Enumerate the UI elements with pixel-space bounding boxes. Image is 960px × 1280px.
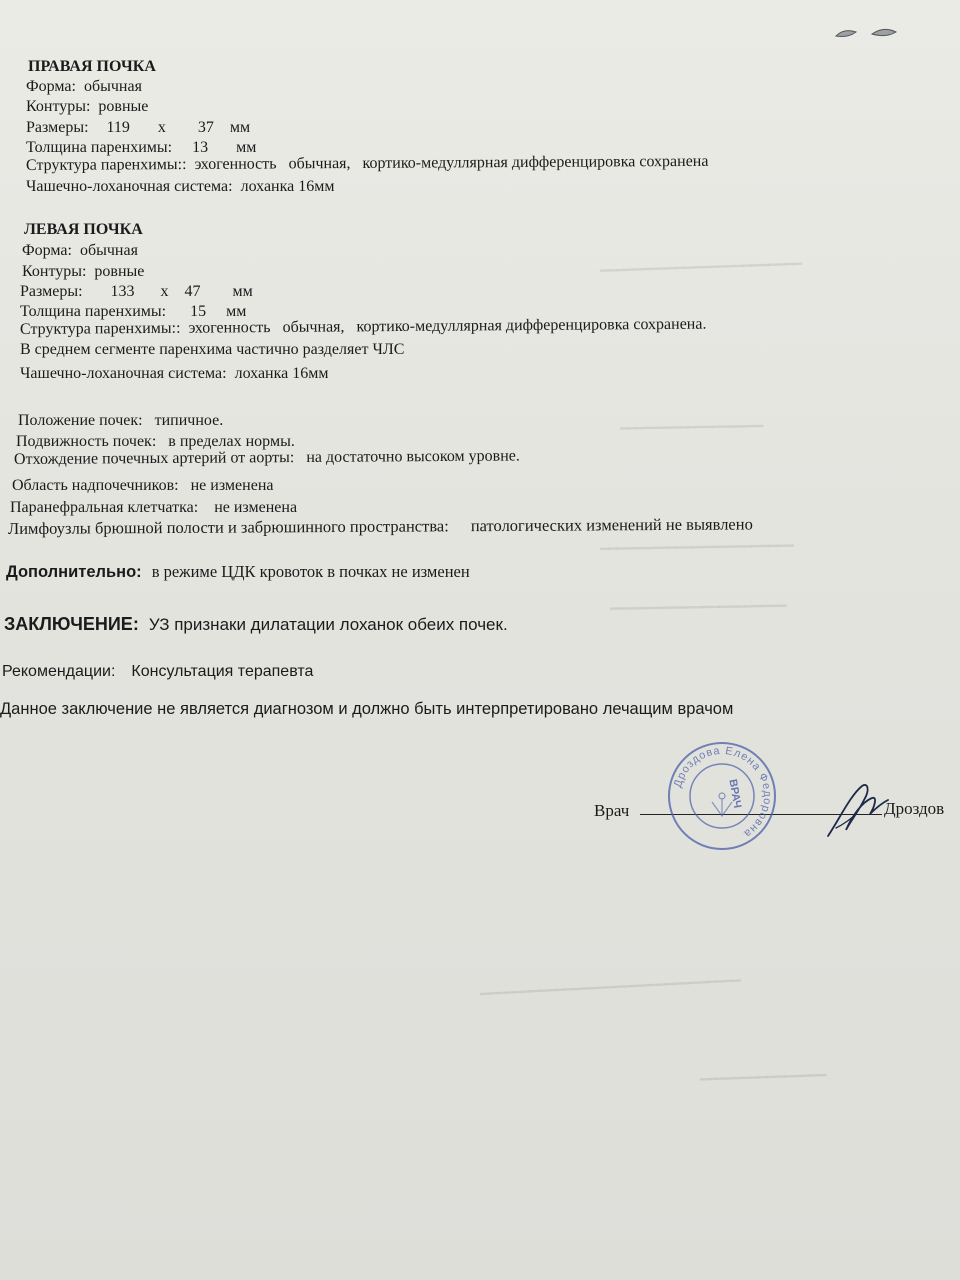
additional-findings: Дополнительно: в режиме ЦДК кровоток в почках не изменен (6, 562, 470, 581)
renal-arteries: Отхождение почечных артерий от аорты: на достаточно высоком уровне. (13, 447, 520, 468)
right-kidney-size: Размеры: 119 х 37 мм (26, 119, 251, 136)
right-kidney-contours: Контуры: ровные (26, 98, 149, 115)
signature-label: Врач (594, 801, 630, 820)
left-kidney-contours: Контуры: ровные (22, 263, 145, 280)
left-kidney-title: ЛЕВАЯ ПОЧКА (24, 221, 143, 238)
left-kidney-size: Размеры: 133 х 47 мм (20, 283, 253, 300)
left-kidney-structure: Структура паренхимы:: эхогенность обычная, кортико-медуллярная дифференцировка сохранена. (19, 315, 707, 338)
recommendations: Рекомендации: Консультация терапевта (2, 663, 314, 680)
left-kidney-form: Форма: обычная (22, 242, 138, 259)
left-kidney-note: В среднем сегменте паренхима частично разделяет ЧЛС (20, 341, 405, 358)
left-kidney-pcs: Чашечно-лоханочная система: лоханка 16мм (20, 365, 329, 382)
doctor-stamp-icon (666, 740, 778, 852)
right-kidney-title: ПРАВАЯ ПОЧКА (28, 58, 156, 75)
conclusion: ЗАКЛЮЧЕНИЕ: УЗ признаки дилатации лоханок обеих почек. (4, 614, 508, 634)
svg-text:Дроздова Елена Федоровна: Дроздова Елена Федоровна (671, 744, 774, 841)
doctor-name: Дроздов (884, 799, 945, 818)
handwritten-signature-icon (822, 778, 892, 840)
right-kidney-pcs: Чашечно-лоханочная система: лоханка 16мм (26, 178, 335, 195)
right-kidney-thickness: Толщина паренхимы: 13 мм (26, 139, 257, 156)
perirenal-tissue: Паранефральная клетчатка: не изменена (10, 499, 298, 516)
right-kidney-form: Форма: обычная (26, 78, 142, 95)
kidney-position: Положение почек: типичное. (18, 412, 224, 429)
disclaimer: Данное заключение не является диагнозом и должно быть интерпретировано лечащим врачом (0, 700, 734, 718)
left-kidney-thickness: Толщина паренхимы: 15 мм (20, 303, 247, 320)
stamp-center-text: ВРАЧ (726, 778, 744, 810)
lymph-nodes: Лимфоузлы брюшной полости и забрюшинного пространства: патологических изменений не выявлено (7, 514, 753, 538)
adrenal-area: Область надпочечников: не изменена (12, 477, 274, 494)
kidney-mobility: Подвижность почек: в пределах нормы. (16, 433, 295, 450)
right-kidney-structure: Структура паренхимы:: эхогенность обычная, кортико-медуллярная дифференцировка сохранена (25, 152, 709, 174)
